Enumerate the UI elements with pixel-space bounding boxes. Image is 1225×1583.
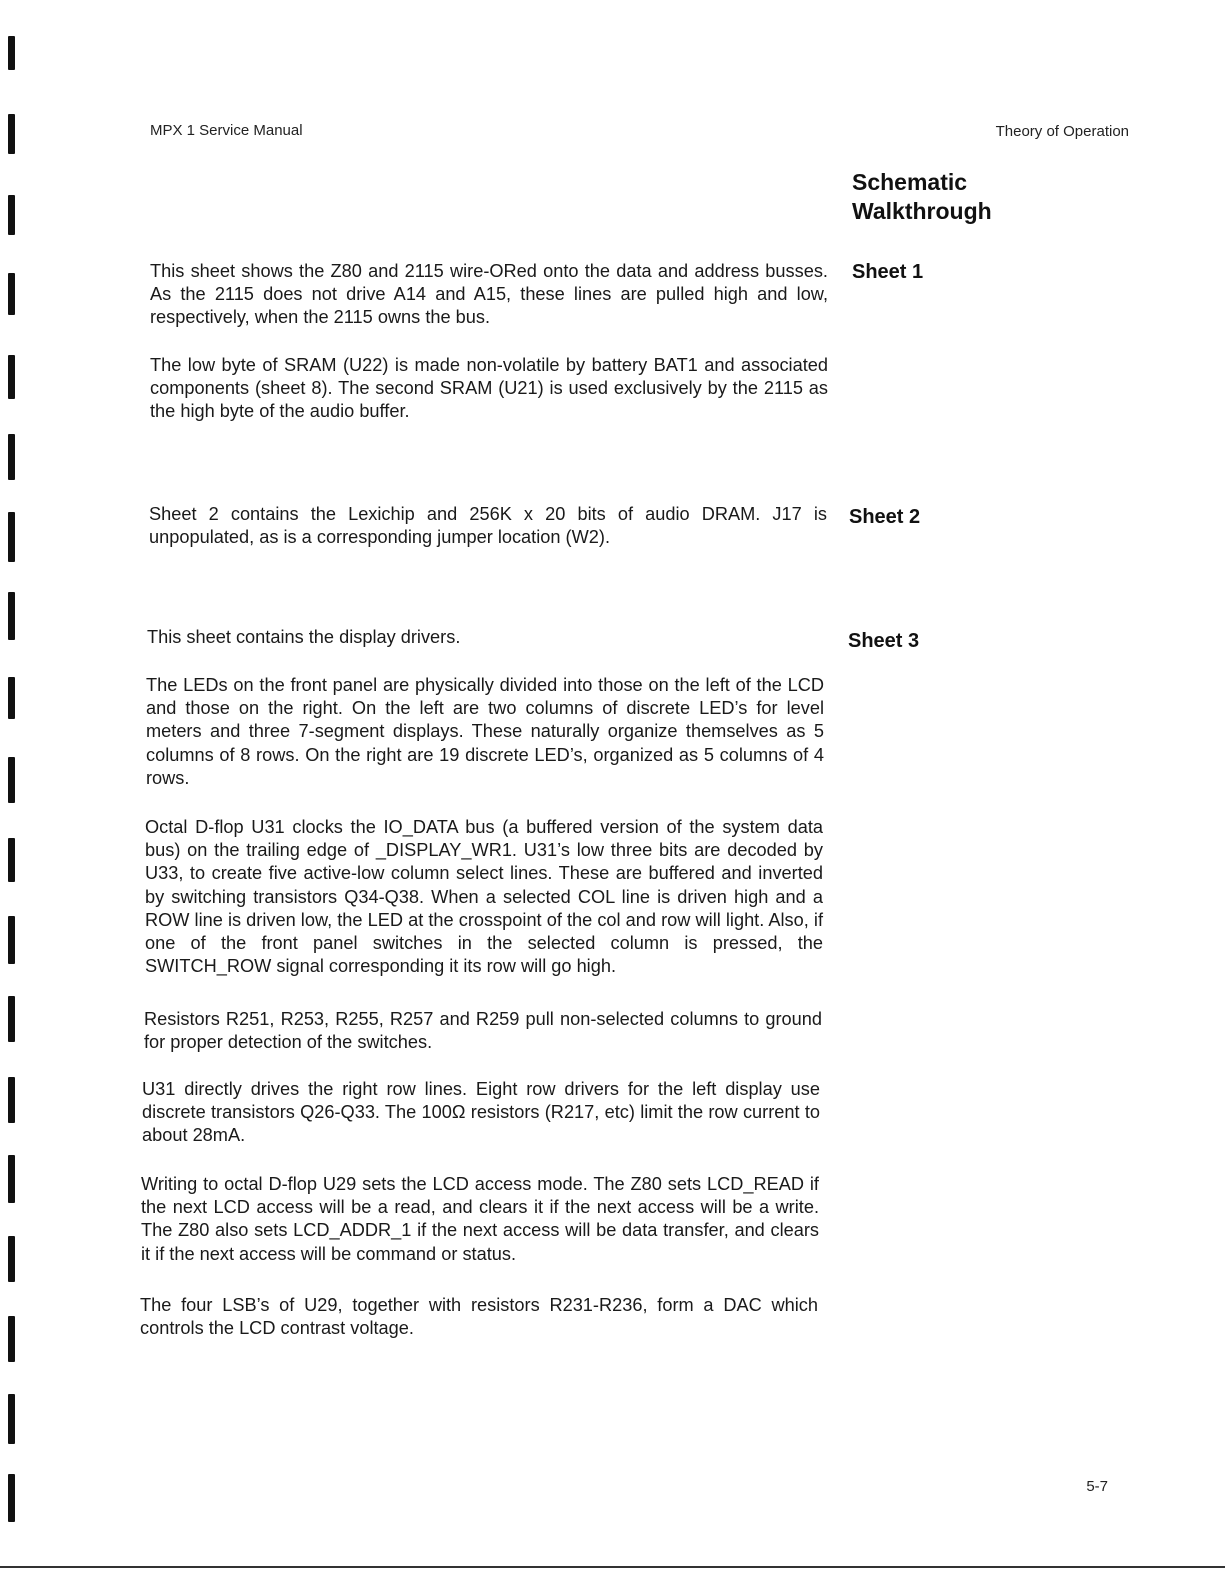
binding-mark (8, 1236, 15, 1282)
binding-mark (8, 114, 15, 154)
page-number: 5-7 (1086, 1478, 1108, 1495)
paragraph-sheet3-lcd-mode: Writing to octal D-flop U29 sets the LCD access mode. The Z80 sets LCD_READ if the next LCD access will be a read, and clears it if the next access will be a write. The Z80 also sets LCD_ADDR_1 if the next access will be data transfer, and clears it if the next access will be command or status. (141, 1174, 819, 1264)
binding-mark (8, 434, 15, 480)
binding-mark (8, 757, 15, 803)
binding-mark (8, 592, 15, 640)
binding-mark (8, 1155, 15, 1203)
paragraph-sheet2: Sheet 2 contains the Lexichip and 256K x 20 bits of audio DRAM. J17 is unpopulated, as is a corresponding jumper location (W2). (149, 504, 827, 548)
paragraph-sheet3-intro: This sheet contains the display drivers. (147, 627, 461, 647)
paragraph-sheet1-bus: This sheet shows the Z80 and 2115 wire-ORed onto the data and address busses. As the 2115 does not drive A14 and A15, these lines are pulled high and low, respectively, when the 2115 owns the bus. (150, 261, 828, 328)
binding-mark (8, 1394, 15, 1444)
binding-mark (8, 355, 15, 399)
binding-mark (8, 273, 15, 315)
binding-mark (8, 838, 15, 882)
binding-mark (8, 1077, 15, 1123)
paragraph-sheet1-sram: The low byte of SRAM (U22) is made non-volatile by battery BAT1 and associated components (sheet 8). The second SRAM (U21) is used exclusively by the 2115 as the high byte of the audio buffer. (150, 355, 828, 422)
binding-hole-marks (0, 0, 24, 1583)
scan-bottom-edge (0, 1566, 1225, 1568)
paragraph-sheet3-contrast: The four LSB’s of U29, together with resistors R231-R236, form a DAC which controls the LCD contrast voltage. (140, 1295, 818, 1339)
section-title: Schematic Walkthrough (852, 169, 992, 224)
binding-mark (8, 36, 15, 70)
paragraph-sheet3-dflop: Octal D-flop U31 clocks the IO_DATA bus (a buffered version of the system data bus) on the trailing edge of _DISPLAY_WR1. U31’s low three bits are decoded by U33, to create five active-low column select lines. These are buffered and inverted by switching transistors Q34-Q38. When a selected COL line is driven high and a ROW line is driven low, the LED at the crosspoint of the col and row will light. Also, if one of the front panel switches in the selected column is pressed, the SWITCH_ROW signal corresponding it its row will go high. (145, 817, 823, 977)
running-header-chapter: Theory of Operation (995, 123, 1129, 140)
paragraph-sheet3-row-drivers: U31 directly drives the right row lines. Eight row drivers for the left display use discrete transistors Q26-Q33. The 100Ω resistors (R217, etc) limit the row current to about 28mA. (142, 1079, 820, 1146)
binding-mark (8, 916, 15, 964)
running-header-title: MPX 1 Service Manual (150, 122, 303, 139)
side-label-sheet-3: Sheet 3 (848, 630, 920, 652)
binding-mark (8, 677, 15, 719)
binding-mark (8, 1474, 15, 1522)
side-label-sheet-1: Sheet 1 (852, 261, 924, 283)
binding-mark (8, 512, 15, 562)
binding-mark (8, 195, 15, 235)
binding-mark (8, 1316, 15, 1362)
paragraph-sheet3-resistors: Resistors R251, R253, R255, R257 and R259 pull non-selected columns to ground for proper detection of the switches. (144, 1009, 822, 1053)
binding-mark (8, 996, 15, 1042)
paragraph-sheet3-leds: The LEDs on the front panel are physically divided into those on the left of the LCD and those on the right. On the left are two columns of discrete LED’s for level meters and three 7-segment displays. These naturally organize themselves as 5 columns of 8 rows. On the right are 19 discrete LED’s, organized as 5 columns of 4 rows. (146, 675, 824, 788)
side-label-sheet-2: Sheet 2 (849, 506, 921, 528)
